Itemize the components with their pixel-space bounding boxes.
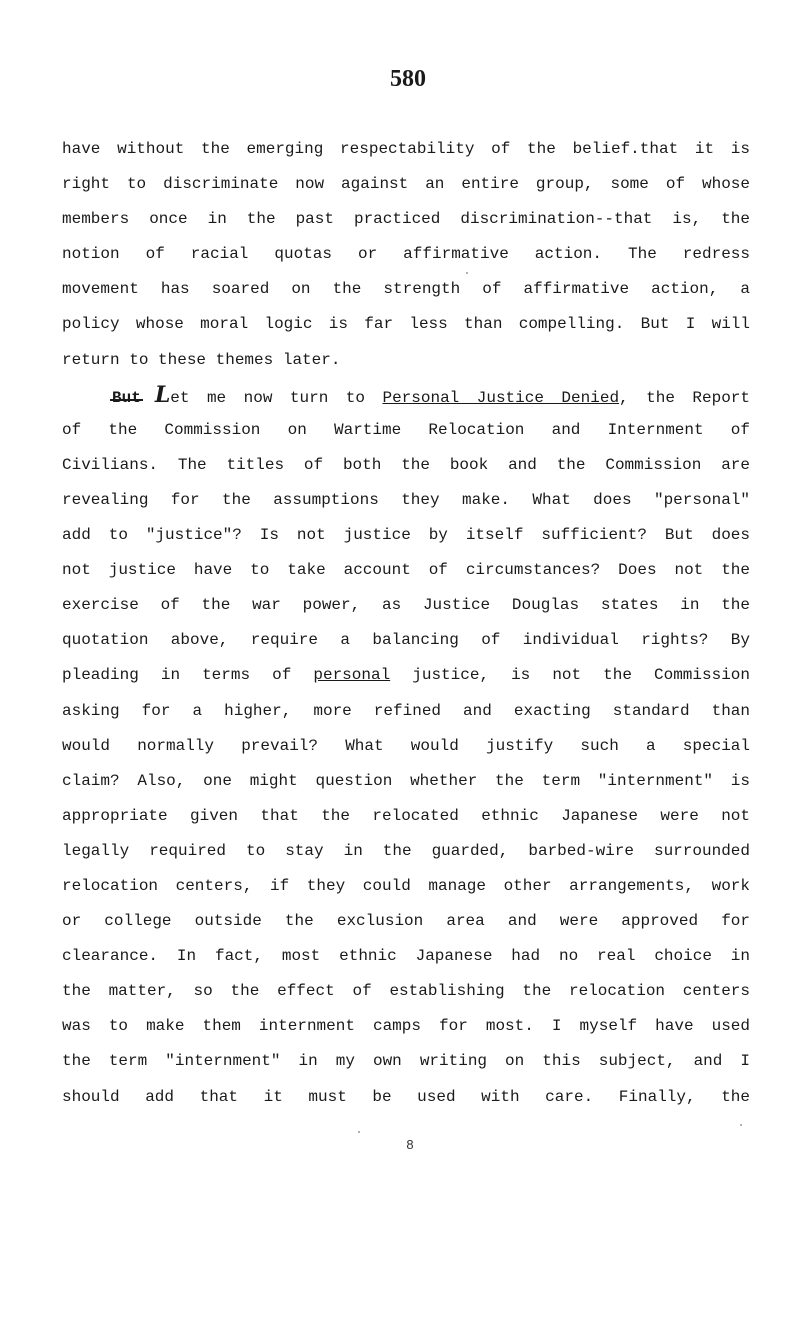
text-line: of the Commission on Wartime Relocation and Internment of [62,420,750,439]
text-line: appropriate given that the relocated ethnic Japanese were not [62,806,750,825]
text-line: should add that it must be used with care. Finally, the [62,1087,750,1106]
text-line: was to make them internment camps for most. I myself have used [62,1017,750,1036]
footer-page-number: 8 [406,1137,414,1152]
struck-word: But [112,385,141,412]
text-line: add to "justice"? Is not justice by itself sufficient? But does [62,526,750,545]
text-line: members once in the past practiced discrimination--that is, the [62,210,750,229]
text-fragment: et me now turn to [170,388,365,407]
text-line: revealing for the assumptions they make. What does "personal" [62,490,750,509]
text-line: notion of racial quotas or affirmative action. The redress [62,245,750,264]
text-line-edited [62,382,750,417]
text-line: policy whose moral logic is far less than compelling. But I will [62,315,750,334]
book-title: Personal Justice Denied [382,388,620,407]
text-line: would normally prevail? What would justify such a special [62,736,750,755]
text-line: the term "internment" in my own writing on this subject, and I [62,1052,750,1071]
text-fragment: pleading in terms of [62,666,292,685]
text-fragment: , the Report [619,388,750,407]
text-line-underlined [62,662,750,697]
scan-speck [466,272,468,274]
text-line: relocation centers, if they could manage other arrangements, work [62,876,750,895]
text-line: asking for a higher, more refined and exacting standard than [62,701,750,720]
text-line: legally required to stay in the guarded, barbed-wire surrounded [62,841,750,860]
text-line: quotation above, require a balancing of individual rights? By [62,631,750,650]
text-line: have without the emerging respectability of the belief.that it is [62,140,750,158]
text-fragment: justice, is not the Commission [412,666,750,685]
text-line: movement has soared on the strength of affirmative action, a [62,280,750,299]
text-line: claim? Also, one might question whether the term "internment" is [62,771,750,790]
text-line: Civilians. The titles of both the book and the Commission are [62,455,750,474]
page-number: 580 [390,66,426,92]
underlined-word: personal [313,666,391,685]
body-text [62,136,750,1119]
text-line: the matter, so the effect of establishing the relocation centers [62,982,750,1001]
text-line: not justice have to take account of circumstances? Does not the [62,561,750,580]
text-line: clearance. In fact, most ethnic Japanese had no real choice in [62,947,750,966]
scan-speck [740,1124,742,1126]
scan-speck [358,1131,360,1133]
text-line: exercise of the war power, as Justice Douglas states in the [62,596,750,615]
text-line: return to these themes later. [62,350,341,369]
text-line: or college outside the exclusion area and were approved for [62,912,750,931]
handwritten-letter: L [154,381,171,408]
text-line: right to discriminate now against an entire group, some of whose [62,175,750,194]
